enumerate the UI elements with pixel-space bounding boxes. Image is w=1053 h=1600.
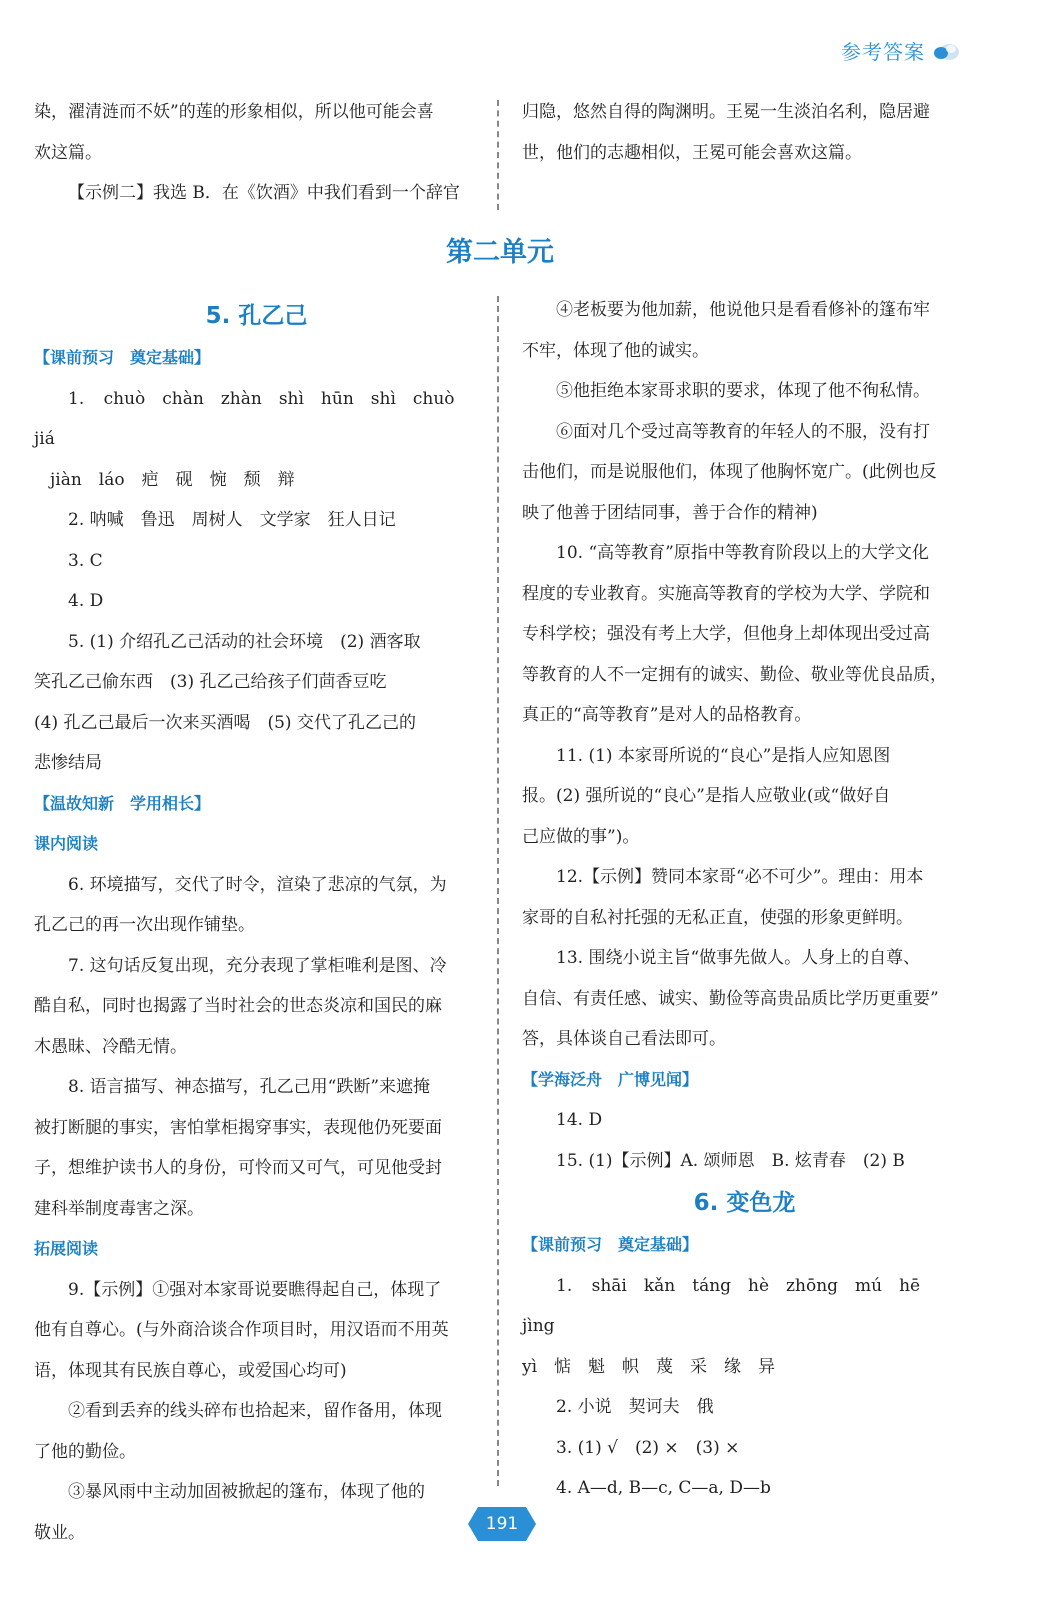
- answer-line: 1. shāi kǎn táng hè zhōng mú hē jìng: [522, 1275, 938, 1336]
- text-line: 归隐，悠然自得的陶渊明。王冕一生淡泊名利，隐居避: [522, 102, 930, 122]
- answer-line: ②看到丢弃的线头碎布也拾起来，留作备用，体现: [68, 1401, 442, 1421]
- top-right-column: [522, 92, 967, 173]
- answer-line: 自信、有责任感、诚实、勤俭等高贵品质比学历更重要”: [522, 988, 939, 1009]
- cloud-icon: [931, 40, 961, 62]
- top-left-column: [34, 92, 479, 214]
- answer-line: 等教育的人不一定拥有的诚实、勤俭、敬业等优良品质，: [522, 664, 947, 685]
- answer-line: 10. “高等教育”原指中等教育阶段以上的大学文化: [556, 543, 929, 563]
- answer-line: 14. D: [556, 1110, 603, 1130]
- answer-line: 9.【示例】①强对本家哥说要瞧得起自己，体现了: [68, 1279, 442, 1300]
- subsection-heading: 拓展阅读: [34, 1239, 99, 1258]
- answer-line: 6. 环境描写，交代了时令，渲染了悲凉的气氛，为: [68, 874, 447, 895]
- text-line: 欢这篇。: [34, 142, 102, 163]
- answer-line: 映了他善于团结同事，善于合作的精神): [522, 502, 818, 523]
- answer-line: 4. A—d, B—c, C—a, D—b: [556, 1478, 771, 1498]
- answer-line: 敬业。: [34, 1522, 85, 1543]
- header-title: 参考答案: [841, 40, 925, 64]
- section-heading: 【课前预习 奠定基础】: [522, 1235, 699, 1254]
- answer-line: 孔乙己的再一次出现作铺垫。: [34, 915, 255, 935]
- answer-line: 2. 呐喊 鲁迅 周树人 文学家 狂人日记: [68, 510, 396, 530]
- answer-line: (4) 孔乙己最后一次来买酒喝 (5) 交代了孔乙己的: [34, 712, 416, 733]
- answer-line: ⑤他拒绝本家哥求职的要求，体现了他不徇私情。: [556, 381, 930, 401]
- answer-line: 悲惨结局: [34, 753, 102, 773]
- answer-line: 13. 围绕小说主旨“做事先做人。人身上的自尊、: [556, 948, 921, 968]
- answer-line: 3. C: [68, 550, 103, 571]
- answer-line: 程度的专业教育。实施高等教育的学校为大学、学院和: [522, 583, 930, 604]
- answer-line: 了他的勤俭。: [34, 1441, 136, 1462]
- lesson-title: 5. 孔乙己: [205, 303, 308, 329]
- subsection-heading: 课内阅读: [34, 834, 99, 853]
- answer-line: ⑥面对几个受过高等教育的年轻人的不服，没有打: [556, 421, 930, 442]
- answer-line: 木愚昧、冷酷无情。: [34, 1036, 187, 1057]
- page-number: 191: [485, 1514, 519, 1534]
- answer-line: 专科学校；强没有考上大学，但他身上却体现出受过高: [522, 624, 930, 644]
- answer-line: 己应做的事”)。: [522, 826, 640, 847]
- answer-line: 击他们，而是说服他们，体现了他胸怀宽广。(此例也反: [522, 462, 937, 482]
- answer-line: 11. (1) 本家哥所说的“良心”是指人应知恩图: [556, 745, 891, 766]
- answer-line: yì 惦 魁 帜 蔑 采 缘 异: [522, 1356, 776, 1377]
- answer-line: 被打断腿的事实，害怕掌柜揭穿事实，表现他仍死要面: [34, 1117, 442, 1138]
- answer-line: ③暴风雨中主动加固被掀起的篷布，体现了他的: [68, 1482, 425, 1502]
- answer-line: ④老板要为他加薪，他说他只是看看修补的篷布牢: [556, 300, 930, 320]
- answer-line: 3. (1) √ (2) × (3) ×: [556, 1437, 740, 1458]
- unit-title: 第二单元: [446, 237, 554, 268]
- answer-line: 不牢，体现了他的诚实。: [522, 340, 709, 361]
- answer-line: 1. chuò chàn zhàn shì hūn shì chuò jiá: [34, 388, 472, 449]
- answer-line: 报。(2) 强所说的“良心”是指人应敬业(或“做好自: [522, 786, 891, 806]
- left-column: [34, 294, 479, 1553]
- column-divider: [497, 100, 499, 210]
- text-line: 世，他们的志趣相似，王冕可能会喜欢这篇。: [522, 142, 862, 163]
- answer-line: 7. 这句话反复出现，充分表现了掌柜唯利是图、冷: [68, 955, 447, 976]
- text-line: 【示例二】我选 B．在《饮酒》中我们看到一个辞官: [68, 183, 460, 203]
- answer-line: 2. 小说 契诃夫 俄: [556, 1397, 714, 1417]
- answer-line: 他有自尊心。(与外商洽谈合作项目时，用汉语而不用英: [34, 1320, 449, 1340]
- right-column: [522, 290, 967, 1509]
- text-line: 染，濯清涟而不妖”的莲的形象相似，所以他可能会喜: [34, 102, 434, 122]
- section-heading: 【学海泛舟 广博见闻】: [522, 1069, 699, 1089]
- page-header: [841, 36, 961, 65]
- answer-line: 答，具体谈自己看法即可。: [522, 1029, 726, 1049]
- column-divider: [497, 296, 499, 1486]
- lesson-title: 6. 变色龙: [693, 1190, 796, 1216]
- answer-line: jiàn láo 疤 砚 惋 颓 辩: [50, 469, 295, 490]
- answer-line: 12.【示例】赞同本家哥“必不可少”。理由：用本: [556, 867, 924, 887]
- section-heading: 【温故知新 学用相长】: [34, 793, 211, 813]
- answer-line: 笑孔乙己偷东西 (3) 孔乙己给孩子们茴香豆吃: [34, 672, 387, 692]
- answer-line: 子，想维护读书人的身份，可怜而又可气，可见他受封: [34, 1158, 442, 1178]
- answer-line: 4. D: [68, 591, 104, 611]
- answer-line: 8. 语言描写、神态描写，孔乙己用“跌断”来遮掩: [68, 1077, 431, 1097]
- answer-line: 家哥的自私衬托强的无私正直，使强的形象更鲜明。: [522, 907, 913, 928]
- section-heading: 【课前预习 奠定基础】: [34, 348, 211, 367]
- answer-line: 5. (1) 介绍孔乙己活动的社会环境 (2) 酒客取: [68, 631, 421, 652]
- answer-line: 建科举制度毒害之深。: [34, 1198, 204, 1219]
- answer-line: 真正的“高等教育”是对人的品格教育。: [522, 705, 812, 725]
- answer-line: 语，体现其有民族自尊心，或爱国心均可): [34, 1360, 347, 1381]
- answer-line: 15. (1)【示例】A. 颂师恩 B. 炫青春 (2) B: [556, 1150, 905, 1171]
- answer-line: 酷自私，同时也揭露了当时社会的世态炎凉和国民的麻: [34, 996, 442, 1016]
